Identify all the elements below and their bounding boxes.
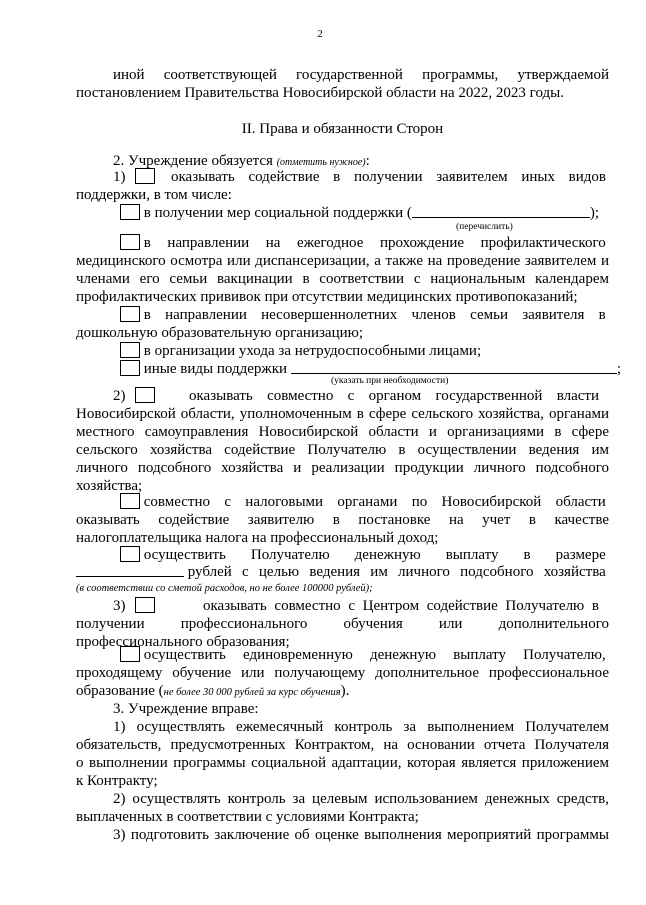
p3-1-text-4: к Контракту; — [76, 773, 158, 789]
p2-3-text-2: получении профессионального обучения или дополнительного — [76, 616, 609, 632]
tax-line-1 — [120, 493, 609, 511]
p3-3-text-1: 3) подготовить заключение об оценке выполнения мероприятий программы — [113, 827, 609, 843]
med-text-3: членами его семьи вакцинации в соответствии с национальным календарем — [76, 271, 609, 287]
p2-3-num: 3) — [113, 598, 126, 614]
med-text-4: профилактических прививок при отсутствии медицинских противопоказаний; — [76, 289, 578, 305]
p2-2-line — [113, 387, 609, 405]
kids-text-1: в направлении несовершеннолетних членов семьи заявителя в — [143, 307, 606, 323]
p3-2-text-2: выплаченных в соответствии с условиями Контракта; — [76, 809, 419, 825]
p2-3-text-1: оказывать совместно с Центром содействие Получателю в — [203, 598, 599, 614]
edu-text-1: осуществить единовременную денежную выплату Получателю, — [143, 647, 606, 663]
p3-lead: 3. Учреждение вправе: — [113, 701, 259, 717]
page-number: 2 — [317, 28, 323, 40]
checkbox-social[interactable] — [120, 204, 140, 220]
tax-text-2: оказывать содействие заявителю в постановке на учет в качестве — [76, 512, 609, 528]
checkbox-education[interactable] — [135, 597, 155, 613]
intro-line-1: иной соответствующей государственной программы, утверждаемой — [113, 67, 609, 83]
kids-text-2: дошкольную образовательную организацию; — [76, 325, 363, 341]
checkbox-other[interactable] — [120, 360, 140, 376]
social-end: ); — [589, 205, 600, 221]
edu-line-1 — [120, 646, 609, 664]
tax-text-3: налогоплательщика налога на профессиональный доход; — [76, 530, 439, 546]
tax-text-1: совместно с налоговыми органами по Новосибирской области — [143, 494, 606, 510]
p2-lead: 2. Учреждение обязуется — [113, 153, 273, 169]
pay-line-1 — [120, 546, 609, 564]
pay-text-1: осуществить Получателю денежную выплату в размере — [143, 547, 606, 563]
pay-text-2: рублей с целью ведения им личного подсобного хозяйства — [187, 564, 606, 580]
p2-2-text-6: хозяйства; — [76, 478, 143, 494]
section-title: II. Права и обязанности Сторон — [241, 121, 444, 137]
p2-3-line — [113, 597, 609, 615]
p3-2-text-1: 2) осуществлять контроль за целевым использованием денежных средств, — [113, 791, 609, 807]
social-text: в получении мер социальной поддержки ( — [143, 205, 412, 221]
p2-2-num: 2) — [113, 388, 126, 404]
other-blank[interactable] — [291, 360, 617, 374]
p2-2-text-5: личного подсобного хозяйства и реализации продукции личного подсобного — [76, 460, 609, 476]
p2-1-text-1: оказывать содействие в получении заявителем иных видов — [171, 169, 606, 185]
p3-1-text-1: 1) осуществлять ежемесячный контроль за выполнением Получателем — [113, 719, 609, 735]
pay-line-2 — [76, 563, 609, 581]
p2-1-num: 1) — [113, 169, 126, 185]
intro-line-2: постановлением Правительства Новосибирской области на 2022, 2023 годы. — [76, 85, 564, 101]
other-caption: (указать при необходимости) — [331, 376, 449, 386]
p2-note: (отметить нужное) — [276, 157, 366, 168]
checkbox-farming[interactable] — [135, 387, 155, 403]
checkbox-payment[interactable] — [120, 546, 140, 562]
p2-2-text-4: сельского хозяйства содействие Получателю в осуществлении ведения им — [76, 442, 609, 458]
p2-3-text-3: профессионального образования; — [76, 634, 290, 650]
edu-note: не более 30 000 рублей за курс обучения — [163, 687, 341, 698]
p2-2-text-3: местного самоуправления Новосибирской области и организациями в сфере — [76, 424, 609, 440]
pay-note: (в соответствии со сметой расходов, но не более 100000 рублей); — [76, 583, 373, 594]
checkbox-edu-payment[interactable] — [120, 646, 140, 662]
other-end: ; — [616, 361, 621, 377]
other-text: иные виды поддержки — [143, 361, 288, 377]
p2-1-line — [113, 168, 609, 186]
edu-end: ). — [340, 683, 350, 699]
social-caption: (перечислить) — [456, 222, 513, 232]
med-text-2: медицинского осмотра или диспансеризации, а также на проведение заявителем и — [76, 253, 609, 269]
social-line — [120, 204, 609, 222]
checkbox-kids[interactable] — [120, 306, 140, 322]
edu-line-3 — [76, 682, 609, 702]
checkbox-care[interactable] — [120, 342, 140, 358]
pay-amount-blank[interactable] — [76, 563, 184, 577]
checkbox-medical[interactable] — [120, 234, 140, 250]
med-line-1 — [120, 234, 609, 252]
checkbox-support[interactable] — [135, 168, 155, 184]
care-text: в организации ухода за нетрудоспособными лицами; — [143, 343, 482, 359]
p2-2-text-1: оказывать совместно с органом государственной власти — [189, 388, 599, 404]
p3-1-text-3: о выполнении программы социальной адаптации, которая является приложением — [76, 755, 609, 771]
med-text-1: в направлении на ежегодное прохождение профилактического — [143, 235, 606, 251]
kids-line-1 — [120, 306, 609, 324]
p2-2-text-2: Новосибирской области, уполномоченным в сфере сельского хозяйства, органами — [76, 406, 609, 422]
care-line — [120, 342, 609, 360]
edu-text-3: образование ( — [76, 683, 164, 699]
p2-1-text-2: поддержки, в том числе: — [76, 187, 232, 203]
p3-1-text-2: обязательств, предусмотренных Контрактом, на основании отчета Получателя — [76, 737, 609, 753]
edu-text-2: проходящему обучение или получающему дополнительное профессиональное — [76, 665, 609, 681]
p2-lead-line: 2. Учреждение обязуется (отметить нужное): — [113, 153, 370, 169]
social-blank[interactable] — [412, 204, 590, 218]
checkbox-tax[interactable] — [120, 493, 140, 509]
